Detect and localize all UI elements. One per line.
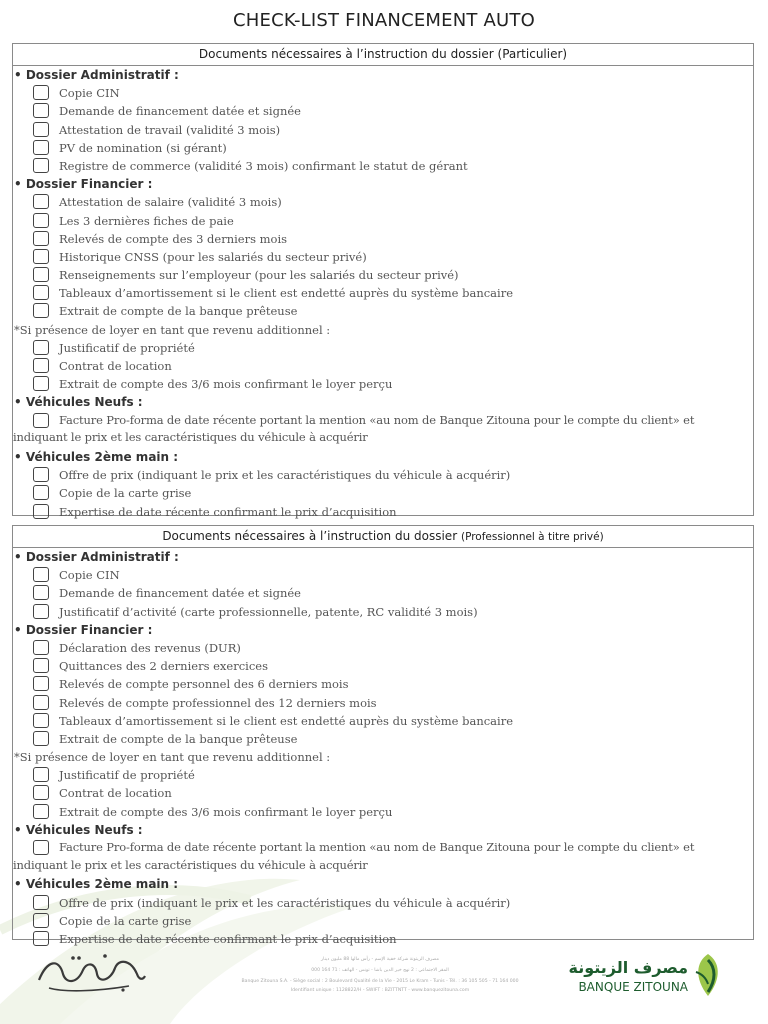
checkbox[interactable] xyxy=(33,249,49,264)
checkbox[interactable] xyxy=(33,413,49,428)
category-vehicules-occasion: • Véhicules 2ème main : xyxy=(14,877,179,892)
zitouna-leaf-icon xyxy=(690,952,726,998)
checkbox[interactable] xyxy=(33,340,49,355)
checklist-item[interactable]: Copie CIN xyxy=(13,566,753,584)
category-vehicules-occasion: • Véhicules 2ème main : xyxy=(14,449,179,464)
checkbox[interactable] xyxy=(33,358,49,373)
section-particulier xyxy=(12,43,754,519)
checklist-item[interactable]: Contrat de location xyxy=(13,784,753,802)
checklist-item[interactable]: Extrait de compte des 3/6 mois confirmant le loyer perçu xyxy=(13,803,753,821)
checkbox[interactable] xyxy=(33,567,49,582)
checklist-item[interactable]: Registre de commerce (validité 3 mois) confirmant le statut de gérant xyxy=(13,157,753,175)
checkbox[interactable] xyxy=(33,231,49,246)
checklist-item[interactable]: Demande de financement datée et signée xyxy=(13,102,753,120)
checkbox[interactable] xyxy=(33,658,49,673)
checkbox[interactable] xyxy=(33,267,49,282)
checkbox[interactable] xyxy=(33,931,49,946)
checkbox[interactable] xyxy=(33,213,49,228)
checklist-item[interactable]: Copie de la carte grise xyxy=(13,484,753,502)
checklist-item[interactable]: Justificatif de propriété xyxy=(13,766,753,784)
checkbox[interactable] xyxy=(33,140,49,155)
checkbox[interactable] xyxy=(33,731,49,746)
checklist-item[interactable]: Relevés de compte des 3 derniers mois xyxy=(13,230,753,248)
checkbox[interactable] xyxy=(33,713,49,728)
checkbox[interactable] xyxy=(33,676,49,691)
checkbox[interactable] xyxy=(33,804,49,819)
checklist-item[interactable]: Historique CNSS (pour les salariés du secteur privé) xyxy=(13,248,753,266)
checkbox[interactable] xyxy=(33,785,49,800)
checklist-item[interactable]: Expertise de date récente confirmant le prix d’acquisition xyxy=(13,930,753,948)
checklist-item[interactable]: Quittances des 2 derniers exercices xyxy=(13,657,753,675)
checklist-item[interactable]: Attestation de salaire (validité 3 mois) xyxy=(13,193,753,211)
checklist-item[interactable]: Expertise de date récente confirmant le prix d’acquisition xyxy=(13,503,753,521)
checkbox[interactable] xyxy=(33,285,49,300)
checklist-item[interactable]: Tableaux d’amortissement si le client est endetté auprès du système bancaire xyxy=(13,712,753,730)
category-administratif: • Dossier Administratif : xyxy=(14,68,179,82)
category-vehicules-neufs: • Véhicules Neufs : xyxy=(14,822,143,837)
checkbox[interactable] xyxy=(33,122,49,137)
bank-name: BANQUE ZITOUNA xyxy=(578,980,688,994)
checkbox[interactable] xyxy=(33,913,49,928)
checkbox[interactable] xyxy=(33,585,49,600)
checkbox[interactable] xyxy=(33,85,49,100)
category-financier: • Dossier Financier : xyxy=(14,622,153,637)
checklist-item[interactable]: Copie de la carte grise xyxy=(13,912,753,930)
checklist-item[interactable]: Facture Pro-forma de date récente portant la mention «au nom de Banque Zitouna pour le compte du client» et indiquant le prix et les caractéristiques du véhicule à acquérir xyxy=(13,840,695,872)
checklist-item[interactable]: Extrait de compte de la banque prêteuse xyxy=(13,730,753,748)
checklist-item[interactable]: Relevés de compte personnel des 6 derniers mois xyxy=(13,675,753,693)
footer-line: مصرف الزيتونة شركة خفية الإسم - رأس مالها 88 مليون دينار xyxy=(320,957,440,962)
checklist-item[interactable]: PV de nomination (si gérant) xyxy=(13,139,753,157)
checkbox[interactable] xyxy=(33,840,49,855)
checklist-item[interactable]: Facture Pro-forma de date récente portant la mention «au nom de Banque Zitouna pour le compte du client» et indiquant le prix et les caractéristiques du véhicule à acquérir xyxy=(13,412,695,445)
checkbox[interactable] xyxy=(33,640,49,655)
checkbox[interactable] xyxy=(33,767,49,782)
checklist-item[interactable]: Demande de financement datée et signée xyxy=(13,584,753,602)
category-vehicules-neufs: • Véhicules Neufs : xyxy=(14,395,143,410)
checklist-item[interactable]: Copie CIN xyxy=(13,84,753,102)
checkbox[interactable] xyxy=(33,158,49,173)
checkbox[interactable] xyxy=(33,194,49,209)
checklist-item[interactable]: Les 3 dernières fiches de paie xyxy=(13,212,753,230)
category-administratif: • Dossier Administratif : xyxy=(14,550,179,564)
calligraphy-logo xyxy=(33,950,148,995)
checkbox[interactable] xyxy=(33,103,49,118)
checklist-item[interactable]: Justificatif d’activité (carte professionnelle, patente, RC validité 3 mois) xyxy=(13,603,753,621)
footer-line: Identifiant unique : 1128822/H - SWIFT : BZITTNTT - www.banquezitouna.com xyxy=(290,988,470,993)
checklist-item[interactable]: Extrait de compte de la banque prêteuse xyxy=(13,302,753,320)
checklist-item[interactable]: Tableaux d’amortissement si le client est endetté auprès du système bancaire xyxy=(13,284,753,302)
checklist-item[interactable]: Offre de prix (indiquant le prix et les caractéristiques du véhicule à acquérir) xyxy=(13,894,753,912)
checkbox[interactable] xyxy=(33,303,49,318)
bank-arabic-name: مصرف الزيتونة xyxy=(568,958,688,977)
checklist-item[interactable]: Extrait de compte des 3/6 mois confirmant le loyer perçu xyxy=(13,375,753,393)
checkbox[interactable] xyxy=(33,504,49,519)
section-header: Documents nécessaires à l’instruction du dossier (Particulier) xyxy=(13,44,753,66)
footer-line: المقر الاجتماعي : 2 نهج خير الدين باشا - تونس - الهاتف : 71 164 000 xyxy=(311,968,449,973)
checklist-item[interactable]: Attestation de travail (validité 3 mois) xyxy=(13,121,753,139)
checkbox[interactable] xyxy=(33,376,49,391)
category-financier: • Dossier Financier : xyxy=(14,177,153,192)
checkbox[interactable] xyxy=(33,467,49,482)
checklist-item[interactable]: Relevés de compte professionnel des 12 derniers mois xyxy=(13,694,753,712)
checklist-item[interactable]: Contrat de location xyxy=(13,357,753,375)
checkbox[interactable] xyxy=(33,895,49,910)
page-title: CHECK-LIST FINANCEMENT AUTO xyxy=(233,10,535,31)
checkbox[interactable] xyxy=(33,485,49,500)
checklist-item[interactable]: Renseignements sur l’employeur (pour les salariés du secteur privé) xyxy=(13,266,753,284)
loyer-note: *Si présence de loyer en tant que revenu additionnel : xyxy=(14,750,331,765)
checklist-item[interactable]: Offre de prix (indiquant le prix et les caractéristiques du véhicule à acquérir) xyxy=(13,466,753,484)
section-professionnel xyxy=(12,525,754,946)
checkbox[interactable] xyxy=(33,604,49,619)
checklist-item[interactable]: Justificatif de propriété xyxy=(13,339,753,357)
checkbox[interactable] xyxy=(33,695,49,710)
loyer-note: *Si présence de loyer en tant que revenu additionnel : xyxy=(14,322,331,337)
checklist-item[interactable]: Déclaration des revenus (DUR) xyxy=(13,639,753,657)
footer-line: Banque Zitouna S.A. - Siège social : 2 Boulevard Qualité de la Vie - 2015 Le Kram - Tunis - Tél. : 36 105 505 - 71 164 000 xyxy=(241,979,519,984)
section-header: Documents nécessaires à l’instruction du dossier (Professionnel à titre privé) xyxy=(13,526,753,548)
